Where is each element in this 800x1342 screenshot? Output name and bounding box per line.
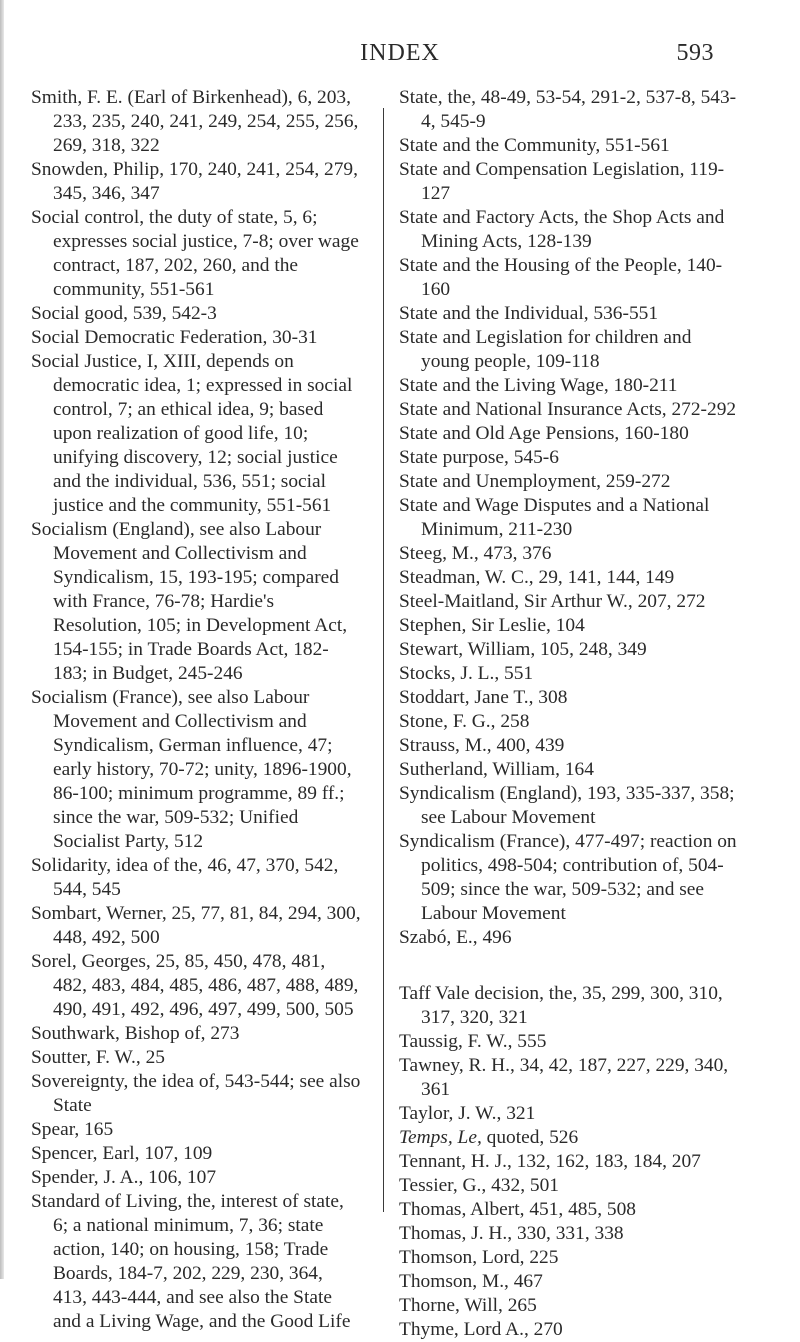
index-entry: State and the Housing of the People, 140-160 — [399, 255, 723, 300]
index-entry: State and Factory Acts, the Shop Acts and Mining Acts, 128-139 — [399, 207, 725, 252]
index-entry: Solidarity, idea of the, 46, 47, 370, 542, 544, 545 — [31, 855, 339, 900]
index-entry: State, the, 48-49, 53-54, 291-2, 537-8, 543-4, 545-9 — [399, 87, 737, 132]
index-entry: Thorne, Will, 265 — [399, 1295, 537, 1316]
index-entry: Sovereignty, the idea of, 543-544; see also State — [31, 1071, 361, 1116]
index-entry: Smith, F. E. (Earl of Birkenhead), 6, 203, 233, 235, 240, 241, 249, 254, 255, 256, 269, 318, 322 — [31, 87, 359, 156]
page-number: 593 — [676, 40, 714, 66]
index-entry: Sutherland, William, 164 — [399, 759, 594, 780]
index-entry: Syndicalism (England), 193, 335-337, 358; see Labour Movement — [399, 783, 735, 828]
index-entry: Syndicalism (France), 477-497; reaction on politics, 498-504; contribution of, 504-509; since the war, 509-532; and see Labour Movement — [399, 831, 737, 924]
index-entry: Social good, 539, 542-3 — [31, 303, 217, 324]
index-entry: Social Democratic Federation, 30-31 — [31, 327, 318, 348]
index-entry: Socialism (England), see also Labour Movement and Collectivism and Syndicalism, 15, 193-195; compared with France, 76-78; Hardie's Resolution, 105; in Development Act, 154-155; in Trade Boards Act, 182-183; in Budget, 245-246 — [31, 519, 348, 684]
index-entry: State purpose, 545-6 — [399, 447, 559, 468]
index-entry: Stewart, William, 105, 248, 349 — [399, 639, 647, 660]
index-entry: State and Legislation for children and young people, 109-118 — [399, 327, 692, 372]
index-entry: Tawney, R. H., 34, 42, 187, 227, 229, 340, 361 — [399, 1055, 729, 1100]
index-entry: State and the Individual, 536-551 — [399, 303, 659, 324]
index-entry: Stephen, Sir Leslie, 104 — [399, 615, 585, 636]
index-entry: State and Unemployment, 259-272 — [399, 471, 671, 492]
index-entry: Soutter, F. W., 25 — [31, 1047, 165, 1068]
index-entry: Steeg, M., 473, 376 — [399, 543, 552, 564]
index-entry: State and National Insurance Acts, 272-292 — [399, 399, 737, 420]
index-entry: Sombart, Werner, 25, 77, 81, 84, 294, 300, 448, 492, 500 — [31, 903, 361, 948]
index-entry: Taylor, J. W., 321 — [399, 1103, 536, 1124]
index-entry: Snowden, Philip, 170, 240, 241, 254, 279, 345, 346, 347 — [31, 159, 358, 204]
index-entry: Spender, J. A., 106, 107 — [31, 1167, 217, 1188]
index-entry: Thomas, Albert, 451, 485, 508 — [399, 1199, 636, 1220]
index-entry: Sorel, Georges, 25, 85, 450, 478, 481, 482, 483, 484, 485, 486, 487, 488, 489, 490, 491, 492, 496, 497, 499, 500, 505 — [31, 951, 359, 1020]
italic-heading: Temps, Le, — [399, 1127, 482, 1148]
index-entry: Steel-Maitland, Sir Arthur W., 207, 272 — [399, 591, 706, 612]
index-entry: Strauss, M., 400, 439 — [399, 735, 565, 756]
right-column — [399, 86, 739, 1342]
page-title: INDEX — [360, 40, 440, 66]
index-entry: Standard of Living, the, interest of state, 6; a national minimum, 7, 36; state action, 140; on housing, 158; Trade Boards, 184-7, 202, 229, 230, 364, 413, 443-444, and see also the State and a Living Wage, and the Good Life — [31, 1191, 351, 1332]
index-entry: Stoddart, Jane T., 308 — [399, 687, 568, 708]
index-entry: Thomson, M., 467 — [399, 1271, 543, 1292]
index-entry: Socialism (France), see also Labour Movement and Collectivism and Syndicalism, German influence, 47; early history, 70-72; unity, 1896-1900, 86-100; minimum programme, 89 ff.; since the war, 509-532; Unified Socialist Party, 512 — [31, 687, 352, 852]
index-entry: State and Compensation Legislation, 119-127 — [399, 159, 725, 204]
index-entry: Tennant, H. J., 132, 162, 183, 184, 207 — [399, 1151, 701, 1172]
index-entry: Stocks, J. L., 551 — [399, 663, 534, 684]
index-entry: Thomas, J. H., 330, 331, 338 — [399, 1223, 624, 1244]
entry-locator: quoted, 526 — [481, 1127, 579, 1148]
index-entry: State and Old Age Pensions, 160-180 — [399, 423, 689, 444]
index-entry: State and Wage Disputes and a National Minimum, 211-230 — [399, 495, 710, 540]
index-entry: Social Justice, I, XIII, depends on democratic idea, 1; expressed in social control, 7; an ethical idea, 9; based upon realization of good life, 10; unifying discovery, 12; social justice and the individual, 536, 551; social justice and the community, 551-561 — [31, 351, 353, 516]
index-entry: State and the Community, 551-561 — [399, 135, 670, 156]
index-entry: Taff Vale decision, the, 35, 299, 300, 310, 317, 320, 321 — [399, 983, 723, 1028]
index-entry: Thyme, Lord A., 270 — [399, 1319, 563, 1340]
index-entry: State and the Living Wage, 180-211 — [399, 375, 678, 396]
index-entry: Stone, F. G., 258 — [399, 711, 530, 732]
index-entry: Szabó, E., 496 — [399, 927, 512, 948]
index-entry: Social control, the duty of state, 5, 6; expresses social justice, 7-8; over wage contract, 187, 202, 260, and the community, 551-561 — [31, 207, 359, 300]
page-edge-shadow — [0, 0, 4, 1279]
index-entry: Southwark, Bishop of, 273 — [31, 1023, 240, 1044]
index-entry: Tessier, G., 432, 501 — [399, 1175, 559, 1196]
index-entry: Thomson, Lord, 225 — [399, 1247, 559, 1268]
index-entry: Taussig, F. W., 555 — [399, 1031, 547, 1052]
column-divider — [383, 108, 384, 1212]
left-column — [31, 86, 361, 1334]
index-entry: Steadman, W. C., 29, 141, 144, 149 — [399, 567, 675, 588]
index-entry: Spencer, Earl, 107, 109 — [31, 1143, 213, 1164]
index-entry — [399, 1126, 739, 1150]
running-head — [0, 40, 800, 80]
index-entry: Spear, 165 — [31, 1119, 114, 1140]
